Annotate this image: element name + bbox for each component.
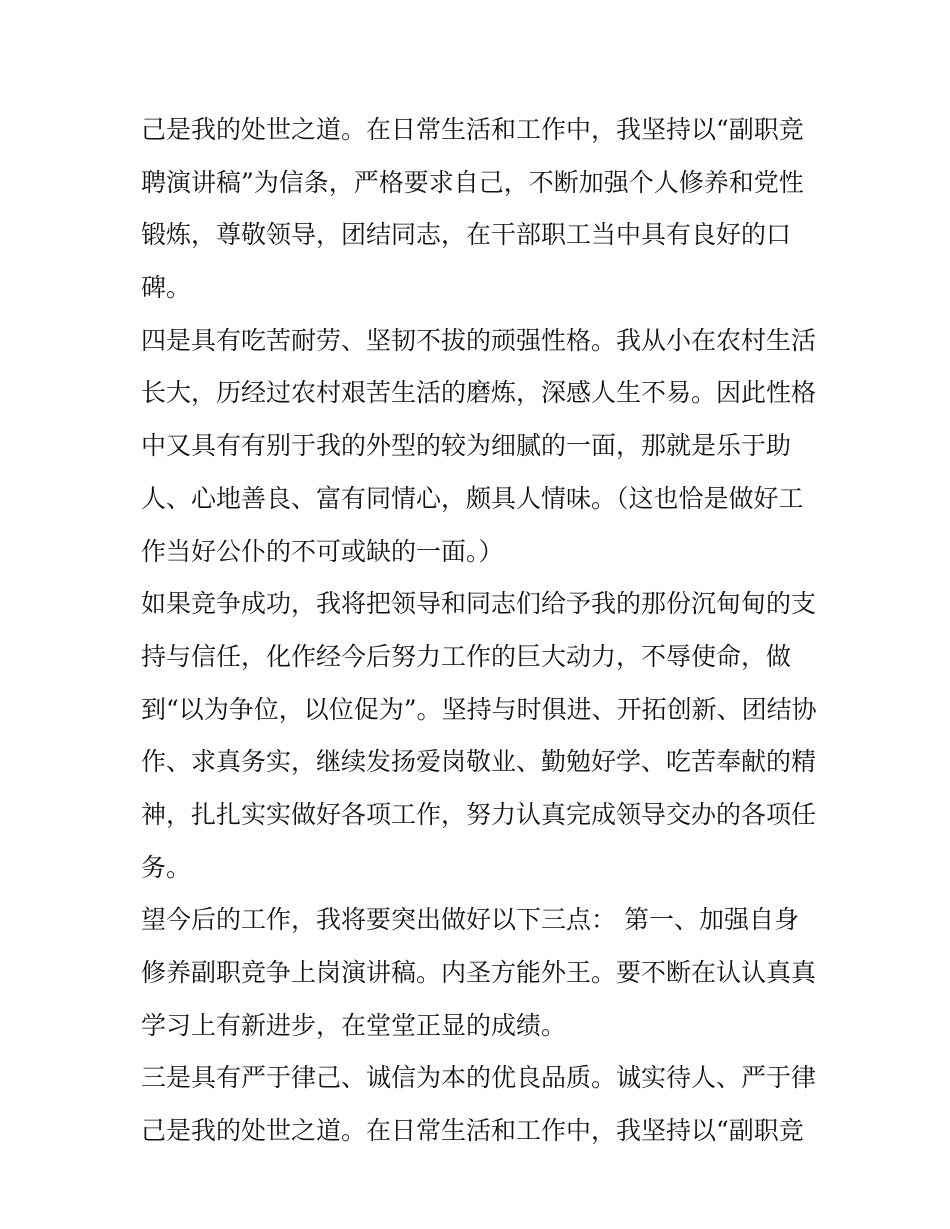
text-line: 神，扎扎实实做好各项工作，努力认真完成领导交办的各项任 (141, 799, 817, 829)
text-line: 作、求真务实，继续发扬爱岗敬业、勤勉好学、吃苦奉献的精 (141, 747, 817, 777)
text-line: 锻炼，尊敬领导，团结同志，在干部职工当中具有良好的口 (141, 220, 792, 250)
document-body (141, 104, 821, 1158)
text-line: 学习上有新进步，在堂堂正显的成绩。 (141, 1010, 567, 1040)
text-line: 修养副职竞争上岗演讲稿。内圣方能外王。要不断在认认真真 (141, 958, 817, 987)
text-line: 作当好公仆的不可或缺的一面。） (141, 536, 504, 566)
text-line: 中又具有有别于我的外型的较为细腻的一面，那就是乐于助 (141, 431, 792, 461)
text-line: 望今后的工作，我将要突出做好以下三点： 第一、加强自身 (141, 905, 799, 935)
text-line: 务。 (141, 852, 192, 882)
text-line: 人、心地善良、富有同情心，颇具人情味。（这也恰是做好工 (141, 483, 804, 513)
text-line: 如果竞争成功，我将把领导和同志们给予我的那份沉甸甸的支 (141, 589, 817, 619)
text-line: 四是具有吃苦耐劳、坚韧不拔的顽强性格。我从小在农村生活 (141, 325, 817, 355)
text-line: 持与信任，化作经今后努力工作的巨大动力，不辱使命，做 (141, 641, 792, 671)
text-line: 碑。 (141, 273, 192, 303)
text-line: 三是具有严于律己、诚信为本的优良品质。诚实待人、严于律 (141, 1063, 817, 1093)
text-line: 己是我的处世之道。在日常生活和工作中，我坚持以“副职竞 (141, 115, 804, 144)
text-line: 己是我的处世之道。在日常生活和工作中，我坚持以“副职竞 (141, 1116, 804, 1146)
text-line: 到“以为争位，以位促为”。坚持与时俱进、开拓创新、团结协 (141, 694, 817, 724)
text-line: 长大，历经过农村艰苦生活的磨炼，深感人生不易。因此性格 (141, 378, 817, 408)
text-line: 聘演讲稿”为信条，严格要求自己，不断加强个人修养和党性 (141, 167, 804, 197)
